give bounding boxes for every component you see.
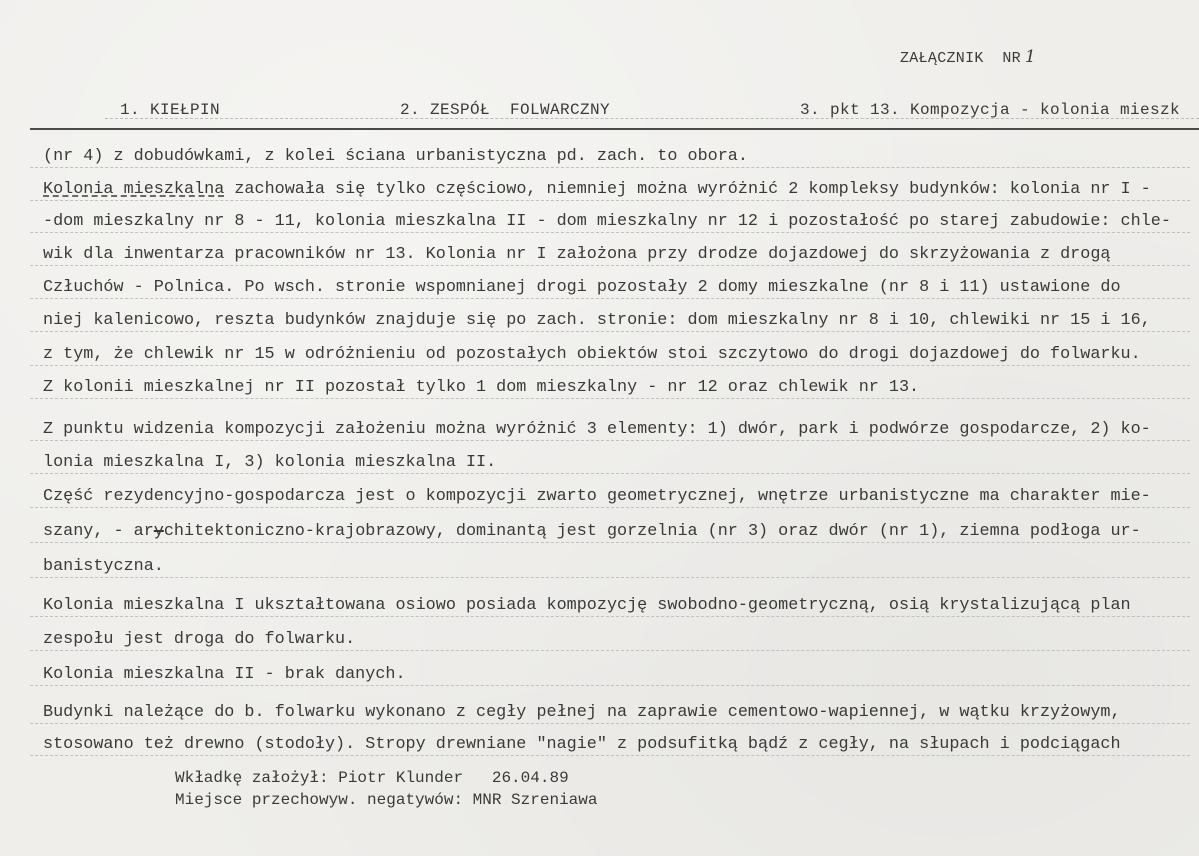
attachment-title: ZAŁĄCZNIK NR <box>900 50 1021 67</box>
body-text: Z punktu widzenia kompozycji założeniu można wyróżnić 3 elementy: 1) dwór, park i podwórze gospodarcze, 2) ko- <box>43 420 1151 439</box>
footer-author: Wkładkę założył: Piotr Klunder 26.04.89 <box>175 769 569 787</box>
header-locality: 1. KIEŁPIN <box>120 101 221 119</box>
body-text: Budynki należące do b. folwarku wykonano z cegły pełnej na zaprawie cementowo-wapiennej, w wątku krzyżowym, <box>43 703 1121 722</box>
body-text: zespołu jest droga do folwarku. <box>43 630 356 649</box>
body-line-8 <box>30 377 1190 399</box>
body-line-16 <box>30 664 1190 686</box>
body-text: chitektoniczno-krajobrazowy, dominantą jest gorzelnia (nr 3) oraz dwór (nr 1), ziemna podłoga ur- <box>163 522 1141 541</box>
body-text: z tym, że chlewik nr 15 w odróżnieniu od pozostałych obiektów stoi szczytowo do drogi dojazdowej do folwarku. <box>43 345 1141 364</box>
body-text: Człuchów - Polnica. Po wsch. stronie wspomnianej drogi pozostały 2 domy mieszkalne (nr 8 i 11) ustawione do <box>43 278 1121 297</box>
header-complex: 2. ZESPÓŁ FOLWARCZNY <box>400 101 611 119</box>
body-line-7 <box>30 344 1190 366</box>
body-line-13 <box>30 556 1190 578</box>
body-text: Kolonia mieszkalna I ukształtowana osiowo posiada kompozycję swobodno-geometryczną, osią krystalizującą plan <box>43 596 1131 615</box>
body-text: szany, - ar <box>43 522 154 541</box>
header-section: 3. pkt 13. Kompozycja - kolonia mieszk <box>800 101 1181 119</box>
header-dashed-rule <box>105 118 1199 119</box>
body-text: Kolonia mieszkalna II - brak danych. <box>43 665 406 684</box>
body-text: wik dla inwentarza pracowników nr 13. Kolonia nr I założona przy drodze dojazdowej do skrzyżowania z drogą <box>43 245 1111 264</box>
body-line-9 <box>30 419 1190 441</box>
body-text: Z kolonii mieszkalnej nr II pozostał tylko 1 dom mieszkalny - nr 12 oraz chlewik nr 13. <box>43 378 920 397</box>
body-text: (nr 4) z dobudówkami, z kolei ściana urbanistyczna pd. zach. to obora. <box>43 147 748 166</box>
body-line-11 <box>30 486 1190 508</box>
attachment-number: 1 <box>1024 47 1037 67</box>
body-line-4 <box>30 244 1190 266</box>
body-line-2 <box>30 179 1190 201</box>
body-line-6 <box>30 310 1190 332</box>
struck-letter: y <box>153 522 164 541</box>
body-line-5 <box>30 277 1190 299</box>
body-line-15 <box>30 629 1190 651</box>
body-text: stosowano też drewno (stodoły). Stropy drewniane "nagie" z podsufitką bądź z cegły, na słupach i podciągach <box>43 735 1121 754</box>
header-rule <box>30 128 1199 130</box>
underlined-heading: Kolonia mieszkalna <box>43 180 225 199</box>
body-text: -dom mieszkalny nr 8 - 11, kolonia mieszkalna II - dom mieszkalny nr 12 i pozostałość po starej zabudowie: chle- <box>43 212 1171 231</box>
body-text: Część rezydencyjno-gospodarcza jest o kompozycji zwarto geometrycznej, wnętrze urbanistyczne ma charakter mie- <box>43 487 1151 506</box>
body-text: zachowała się tylko częściowo, niemniej można wyróżnić 2 kompleksy budynków: kolonia nr I - <box>224 180 1151 199</box>
body-line-18 <box>30 734 1190 756</box>
body-line-1 <box>30 146 1190 168</box>
body-text: banistyczna. <box>43 557 164 576</box>
body-line-10 <box>30 452 1190 474</box>
body-text: lonia mieszkalna I, 3) kolonia mieszkalna II. <box>43 453 497 472</box>
body-line-12 <box>30 521 1190 543</box>
footer-storage: Miejsce przechowyw. negatywów: MNR Szreniawa <box>175 791 598 809</box>
body-line-3 <box>30 211 1190 233</box>
body-line-14 <box>30 595 1190 617</box>
attachment-label <box>900 46 1036 70</box>
body-text: niej kalenicowo, reszta budynków znajduje się po zach. stronie: dom mieszkalny nr 8 i 10, chlewiki nr 15 i 16, <box>43 311 1151 330</box>
body-line-17 <box>30 702 1190 724</box>
